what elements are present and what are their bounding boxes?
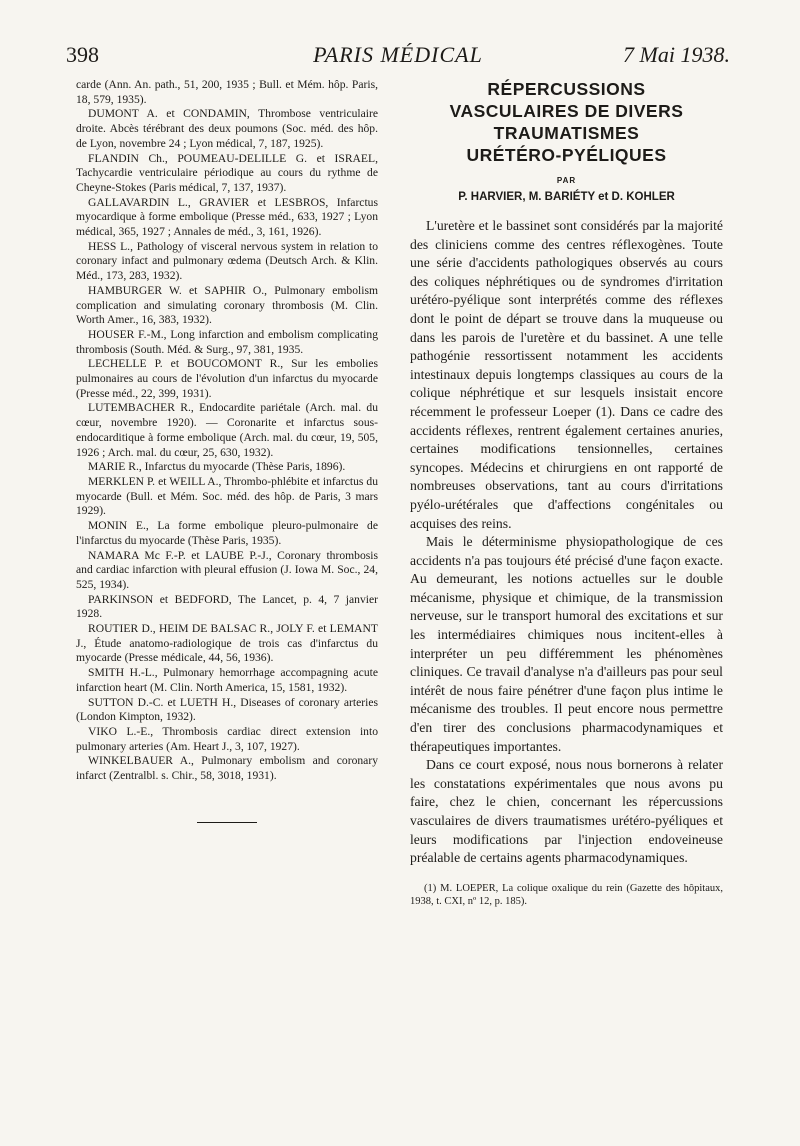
article-authors: P. HARVIER, M. BARIÉTY et D. KOHLER (458, 191, 675, 203)
reference-entry: DUMONT A. et CONDAMIN, Thrombose ventriculaire droite. Abcès térébrant des deux poumons (Soc. méd. des hôp. de Lyon, novembre 24 ; Lyon médical, 7, 187, 1925). (76, 107, 378, 150)
article-title-line: TRAUMATISMES (493, 123, 640, 143)
reference-entry: LECHELLE P. et BOUCOMONT R., Sur les embolies pulmonaires au cours de l'évolution d'un infarctus du myocarde (Presse méd., 22, 399, 1931). (76, 357, 378, 400)
reference-entry: WINKELBAUER A., Pulmonary embolism and coronary infarct (Zentralbl. s. Chir., 58, 3018, 1931). (76, 754, 378, 783)
article-title-line: VASCULAIRES DE DIVERS (449, 101, 684, 121)
issue-date: 7 Mai 1938. (623, 42, 730, 67)
reference-entry: SUTTON D.-C. et LUETH H., Diseases of coronary arteries (London Kimpton, 1932). (76, 695, 378, 724)
references-column (76, 78, 378, 823)
running-header (66, 42, 730, 72)
article-title (410, 78, 723, 166)
article-column (410, 78, 723, 909)
reference-entry: MONIN E., La forme embolique pleuro-pulmonaire de l'infarctus du myocarde (Thèse Paris, 1935). (76, 519, 378, 547)
article-title-line: RÉPERCUSSIONS (487, 79, 646, 99)
page-number: 398 (66, 42, 99, 67)
article-title-line: URÉTÉRO-PYÉLIQUES (466, 145, 667, 165)
reference-entry: HAMBURGER W. et SAPHIR O., Pulmonary embolism complication and simulating coronary thrombosis (M. Clin. Worth Amer., 16, 383, 1932). (76, 283, 378, 327)
reference-entry: LUTEMBACHER R., Endocardite pariétale (Arch. mal. du cœur, novembre 1920). — Coronarite et infarctus sous-endocarditique à forme embolique (Arch. mal. du cœur, 19, 505, 1926 ; Arch. mal. du cœur, 25, 630, 1932). (76, 401, 378, 459)
body-paragraph: Mais le déterminisme physiopathologique de ces accidents n'a pas toujours été précisé d'une façon exacte. Au demeurant, les notions actuelles sur le double mécanisme, physique et chimique, de la transmission nerveuse, sur le transport humoral des excitations et sur les intermédiaires chimiques nous incitent-elles à interpréter un peu différemment les phénomènes cliniques. Ce travail d'analyse n'a d'ailleurs pas pour seul intérêt de nous faire pénétrer d'une façon plus intime le mécanisme des troubles. Il peut encore nous permettre d'en tirer des conclusions pharmacodynamiques et thérapeutiques importantes. (410, 534, 723, 754)
reference-entry: GALLAVARDIN L., GRAVIER et LESBROS, Infarctus myocardique à forme embolique (Presse méd., 633, 1927 ; Lyon médical, 365, 1927 ; Annales de méd., 3, 161, 1926). (76, 195, 378, 239)
reference-entry: HESS L., Pathology of visceral nervous system in relation to coronary infact and pulmonary œdema (Deutsch Arch. & Klin. Méd., 173, 283, 1932). (76, 239, 378, 283)
reference-entry: MERKLEN P. et WEILL A., Thrombo-phlébite et infarctus du myocarde (Bull. et Mém. Soc. méd. des hôp. de Paris, 3 mars 1929). (76, 474, 378, 518)
reference-entry: ROUTIER D., HEIM DE BALSAC R., JOLY F. et LEMANT J., Étude anatomo-radiologique de trois cas d'infarctus du myocarde (Presse médicale, 44, 56, 1936). (76, 622, 378, 665)
body-paragraph: Dans ce court exposé, nous nous bornerons à relater les constatations expérimentales que nous avons pu faire, chez le chien, concernant les répercussions vasculaires de divers traumatismes urétéro-pyéliques et leurs modifications par l'injection endoveineuse préalable de certains agents pharmacodynamiques. (410, 757, 723, 866)
reference-entry: HOUSER F.-M., Long infarction and embolism complicating thrombosis (South. Méd. & Surg., 97, 381, 1935. (76, 327, 378, 356)
reference-entry: MARIE R., Infarctus du myocarde (Thèse Paris, 1896). (88, 460, 346, 474)
reference-entry: PARKINSON et BEDFORD, The Lancet, p. 4, 7 janvier 1928. (76, 592, 378, 621)
footnote: (1) M. LOEPER, La colique oxalique du rein (Gazette des hôpitaux, 1938, t. CXI, nº 12, p. 185). (410, 882, 723, 908)
body-paragraph: L'uretère et le bassinet sont considérés par la majorité des cliniciens comme des centres réflexogènes. Toute une série d'accidents pathologiques observés au cours des coliques néphrétiques ou de syndromes d'irritation urétéro-pyélique sont interprétés comme des réflexes dont le point de départ se trouve dans la muqueuse ou dans les parois de l'uretère et du bassinet. A une telle pathogénie ressortissent notamment les accidents intestinaux depuis longtemps classiques au cours de la colique néphrétique et sur lesquels insistait encore récemment le professeur Loeper (1). Dans ce cadre des accidents réflexes, rentrent également certaines anuries, certaines modifications tensionnelles, certaines syncopes. Médecins et chirurgiens en ont rapporté de nombreuses observations, tant au cours d'irritations pyélo-urétérales que d'affections congénitales ou acquises des reins. (410, 218, 723, 531)
journal-title: PARIS MÉDICAL (313, 42, 483, 67)
reference-entry: SMITH H.-L., Pulmonary hemorrhage accompagning acute infarction heart (M. Clin. North America, 15, 1581, 1932). (76, 666, 378, 694)
reference-entry: VIKO L.-E., Thrombosis cardiac direct extension into pulmonary arteries (Am. Heart J., 3, 107, 1927). (76, 724, 378, 753)
reference-entry: NAMARA Mc F.-P. et LAUBE P.-J., Coronary thrombosis and cardiac infarction with pleural effusion (J. Iowa M. Soc., 24, 525, 1934). (76, 548, 378, 591)
column-end-rule (197, 822, 257, 823)
reference-entry: FLANDIN Ch., POUMEAU-DELILLE G. et ISRAEL, Tachycardie ventriculaire périodique au cours du rythme de Cheyne-Stokes (Paris médical, 7, 137, 1937). (76, 151, 378, 194)
reference-entry: carde (Ann. An. path., 51, 200, 1935 ; Bull. et Mém. hôp. Paris, 18, 579, 1935). (76, 78, 378, 106)
by-line-par: PAR (556, 176, 577, 185)
